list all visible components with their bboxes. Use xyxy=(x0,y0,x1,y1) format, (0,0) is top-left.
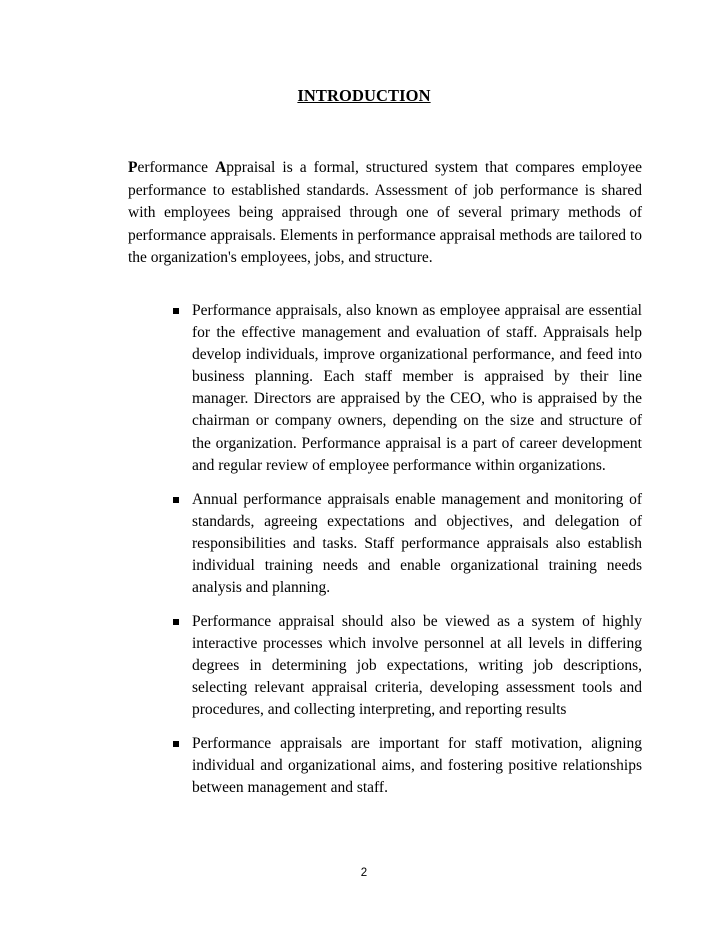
intro-text-part-1: erformance xyxy=(137,159,216,176)
intro-drop-letter-p: P xyxy=(128,159,138,176)
square-bullet-icon xyxy=(173,619,179,625)
list-item-text: Performance appraisal should also be viewed as a system of highly interactive processes which involve personnel at all levels in differing degrees in determining job expectations, writing job descriptions, selecting relevant appraisal criteria, developing assessment tools and procedures, and collecting interpreting, and reporting results xyxy=(192,612,642,719)
bullet-list xyxy=(128,300,642,811)
square-bullet-icon xyxy=(173,308,179,314)
list-item-text: Annual performance appraisals enable management and monitoring of standards, agreeing expectations and objectives, and delegation of responsibilities and tasks. Staff performance appraisals also establish individual training needs and enable organizational training needs analysis and planning. xyxy=(192,490,642,596)
intro-paragraph xyxy=(128,157,642,270)
page-number: 2 xyxy=(360,867,368,879)
list-item-text: Performance appraisals are important for staff motivation, aligning individual and organizational aims, and fostering positive relationships between management and staff. xyxy=(192,735,642,797)
page-title: INTRODUCTION xyxy=(297,86,431,105)
square-bullet-icon xyxy=(173,741,179,747)
list-item xyxy=(128,300,642,477)
list-item-text: Performance appraisals, also known as employee appraisal are essential for the effective management and evaluation of staff. Appraisals help develop individuals, improve organizational performance, and feed into business planning. Each staff member is appraised by their line manager. Directors are appraised by the CEO, who is appraised by the chairman or company owners, depending on the size and structure of the organization. Performance appraisal is a part of career development and regular review of employee performance within organizations. xyxy=(192,302,642,474)
list-item xyxy=(128,733,642,799)
list-item xyxy=(128,489,642,599)
square-bullet-icon xyxy=(173,497,179,503)
intro-text-part-2: ppraisal is a formal, structured system that compares employee performance to established standards. Assessment of job performance is shared with employees being appraised through one of several primary methods of performance appraisals. Elements in performance appraisal methods are tailored to the organization's employees, jobs, and structure. xyxy=(128,159,642,267)
list-item xyxy=(128,611,642,721)
intro-drop-letter-a: A xyxy=(215,159,227,176)
